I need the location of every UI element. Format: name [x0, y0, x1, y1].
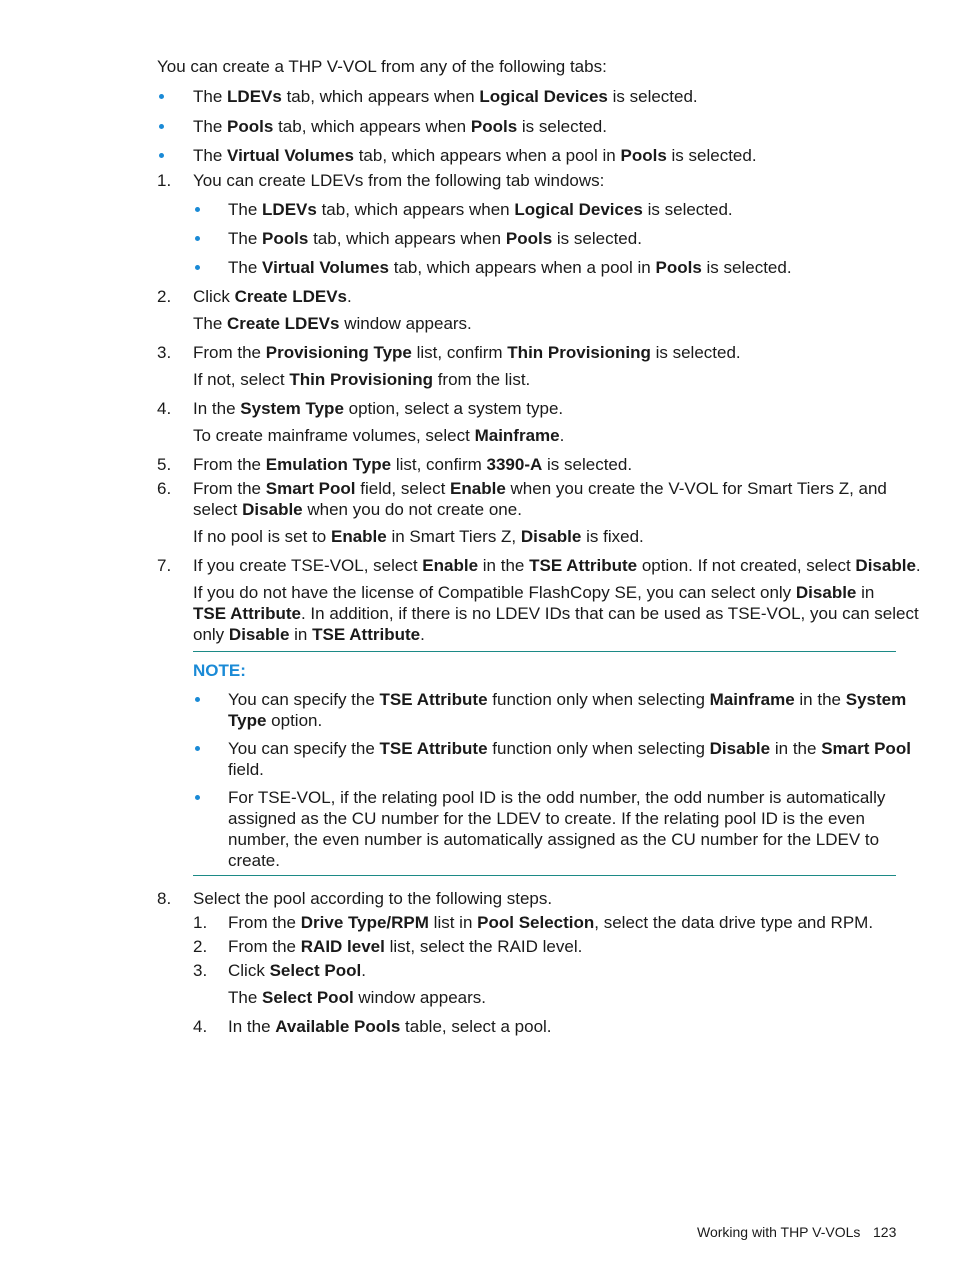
step-number: 1. [157, 171, 172, 190]
step-8-substep-3-result: The Select Pool window appears. [228, 988, 486, 1007]
note-bullet-1-line2: Type option. [228, 711, 323, 730]
step-1-text: You can create LDEVs from the following tab windows: [193, 171, 605, 190]
step-8-substep-3: Click Select Pool. [228, 961, 366, 980]
note-bottom-rule [193, 875, 896, 876]
step-7-license-line1: If you do not have the license of Compatible FlashCopy SE, you can select only Disable in [193, 583, 875, 602]
step-number: 7. [157, 556, 172, 575]
step-number: 6. [157, 479, 172, 498]
step-3-note: If not, select Thin Provisioning from the list. [193, 370, 531, 389]
step-1-bullet-ldevs: The LDEVs tab, which appears when Logical Devices is selected. [228, 200, 733, 219]
bullet-icon [159, 153, 164, 158]
step-5-text: From the Emulation Type list, confirm 3390-A is selected. [193, 455, 633, 474]
note-bullet-3-line3: number, the even number is automatically assigned as the CU number for the LDEV to [228, 830, 880, 849]
bullet-icon [195, 795, 200, 800]
step-2-text: Click Create LDEVs. [193, 287, 352, 306]
step-8-substep-2: From the RAID level list, select the RAID level. [228, 937, 583, 956]
step-2-result: The Create LDEVs window appears. [193, 314, 472, 333]
page-number: 123 [873, 1224, 897, 1240]
bullet-icon [195, 697, 200, 702]
footer-title: Working with THP V-VOLs [697, 1224, 861, 1240]
step-8-text: Select the pool according to the following steps. [193, 889, 553, 908]
step-7-license-line3: only Disable in TSE Attribute. [193, 625, 425, 644]
note-bullet-1-line1: You can specify the TSE Attribute function only when selecting Mainframe in the System [228, 690, 907, 709]
note-top-rule [193, 651, 896, 652]
step-number: 2. [157, 287, 172, 306]
bullet-icon [159, 124, 164, 129]
bullet-icon [195, 746, 200, 751]
step-7-text: If you create TSE-VOL, select Enable in the TSE Attribute option. If not created, select Disable. [193, 556, 921, 575]
intro-text: You can create a THP V-VOL from any of the following tabs: [157, 57, 607, 76]
step-3-text: From the Provisioning Type list, confirm Thin Provisioning is selected. [193, 343, 741, 362]
step-7-license-line2: TSE Attribute. In addition, if there is no LDEV IDs that can be used as TSE-VOL, you can select [193, 604, 919, 623]
step-number: 3. [157, 343, 172, 362]
step-6-text-line2: select Disable when you do not create one. [193, 500, 522, 519]
intro-bullet-virtual-volumes: The Virtual Volumes tab, which appears when a pool in Pools is selected. [193, 146, 757, 165]
bullet-icon [195, 207, 200, 212]
step-8-substep-1: From the Drive Type/RPM list in Pool Selection, select the data drive type and RPM. [228, 913, 874, 932]
step-number: 8. [157, 889, 172, 908]
step-8-substep-4: In the Available Pools table, select a pool. [228, 1017, 552, 1036]
note-bullet-2-line2: field. [228, 760, 264, 779]
step-1-bullet-pools: The Pools tab, which appears when Pools is selected. [228, 229, 642, 248]
substep-number: 2. [193, 937, 208, 956]
substep-number: 4. [193, 1017, 208, 1036]
note-bullet-3-line2: assigned as the CU number for the LDEV to create. If the relating pool ID is the even [228, 809, 865, 828]
note-bullet-2-line1: You can specify the TSE Attribute function only when selecting Disable in the Smart Pool [228, 739, 911, 758]
step-4-note: To create mainframe volumes, select Mainframe. [193, 426, 565, 445]
step-6-text-line1: From the Smart Pool field, select Enable when you create the V-VOL for Smart Tiers Z, and [193, 479, 887, 498]
substep-number: 3. [193, 961, 208, 980]
note-heading: NOTE: [193, 661, 246, 680]
substep-number: 1. [193, 913, 208, 932]
step-number: 5. [157, 455, 172, 474]
step-number: 4. [157, 399, 172, 418]
note-bullet-3-line4: create. [228, 851, 280, 870]
bullet-icon [195, 236, 200, 241]
bullet-icon [159, 94, 164, 99]
step-1-bullet-virtual-volumes: The Virtual Volumes tab, which appears when a pool in Pools is selected. [228, 258, 792, 277]
intro-bullet-ldevs: The LDEVs tab, which appears when Logical Devices is selected. [193, 87, 698, 106]
bullet-icon [195, 265, 200, 270]
step-6-note: If no pool is set to Enable in Smart Tiers Z, Disable is fixed. [193, 527, 644, 546]
step-4-text: In the System Type option, select a system type. [193, 399, 564, 418]
note-bullet-3-line1: For TSE-VOL, if the relating pool ID is the odd number, the odd number is automatically [228, 788, 886, 807]
intro-bullet-pools: The Pools tab, which appears when Pools is selected. [193, 117, 607, 136]
